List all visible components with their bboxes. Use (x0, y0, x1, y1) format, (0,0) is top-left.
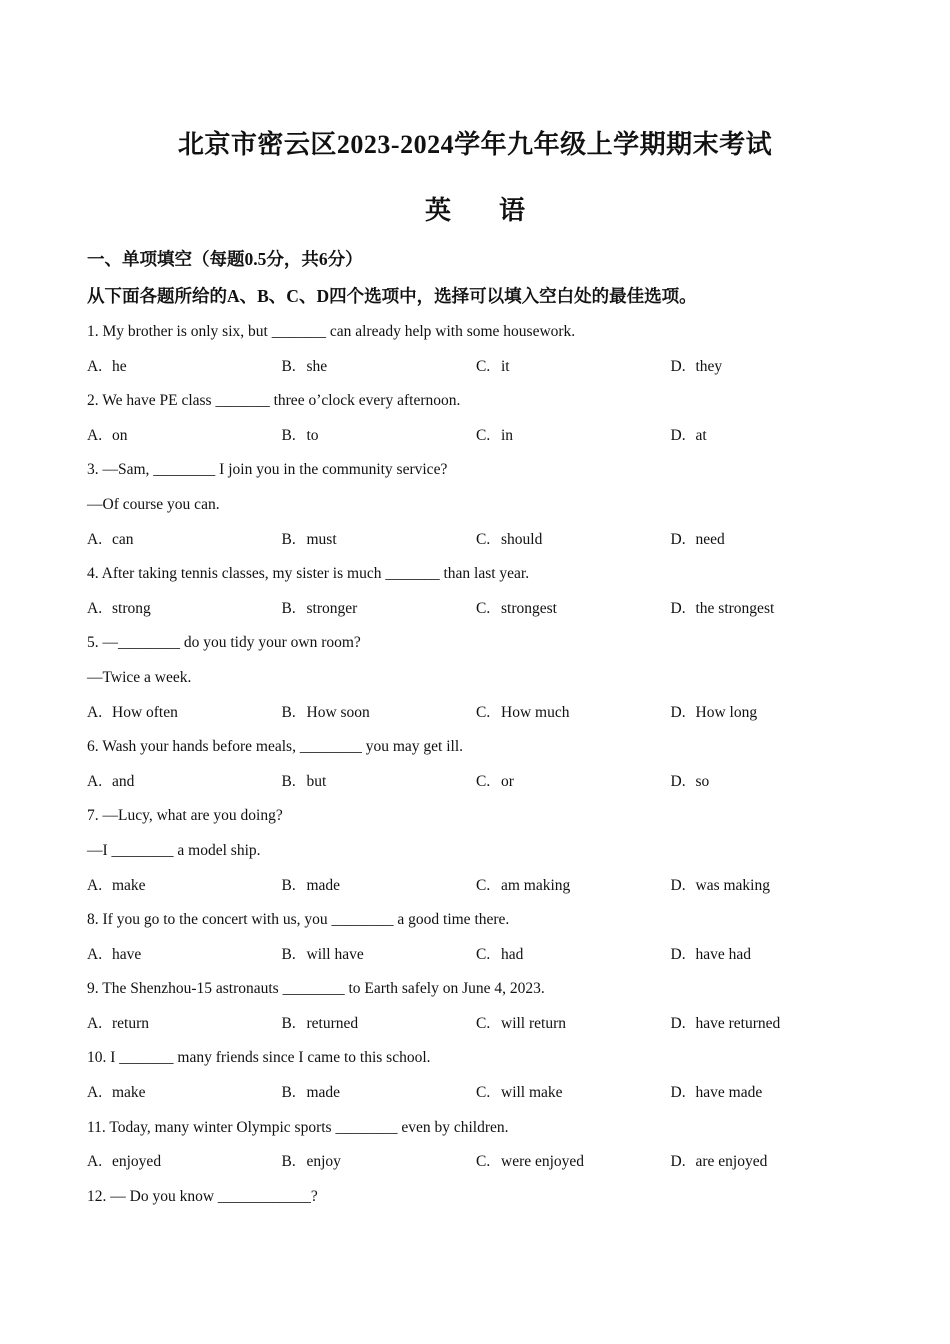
option-letter: C. (476, 772, 491, 790)
option-a (87, 1151, 282, 1186)
option-b (282, 598, 477, 633)
option-text: so (695, 772, 710, 790)
option-text: he (112, 357, 127, 375)
option-letter: B. (281, 1084, 296, 1102)
subject-char: 英 (424, 196, 451, 225)
option-row (87, 702, 887, 737)
option-c (476, 1082, 671, 1117)
option-letter: B. (281, 599, 296, 617)
option-letter: B. (281, 1153, 296, 1171)
option-letter: A. (87, 426, 103, 444)
question-reply: —Of course you can. (87, 495, 220, 513)
option-text: How often (112, 703, 178, 721)
option-letter: B. (281, 357, 296, 375)
option-letter: D. (670, 530, 686, 548)
subject-char: 语 (499, 196, 526, 225)
question-stem: 7. —Lucy, what are you doing? (87, 807, 283, 825)
option-letter: D. (670, 1084, 686, 1102)
option-row (87, 1082, 887, 1117)
question-stem: 5. —________ do you tidy your own room? (87, 634, 361, 652)
option-text: have had (695, 945, 752, 963)
option-text: are enjoyed (695, 1153, 768, 1171)
option-letter: B. (281, 1014, 296, 1032)
option-text: was making (695, 876, 770, 894)
option-text: should (501, 530, 543, 548)
option-letter: C. (476, 945, 491, 963)
option-letter: D. (670, 357, 686, 375)
option-text: were enjoyed (501, 1153, 585, 1171)
option-letter: A. (87, 945, 103, 963)
option-b (282, 702, 477, 737)
option-row (87, 875, 887, 910)
option-a (87, 598, 282, 633)
option-text: but (306, 772, 327, 790)
option-text: they (695, 357, 723, 375)
option-b (282, 1151, 477, 1186)
option-c (476, 1151, 671, 1186)
option-letter: A. (87, 530, 103, 548)
option-letter: D. (670, 876, 686, 894)
option-text: have made (695, 1084, 763, 1102)
option-b (282, 425, 477, 460)
option-a (87, 425, 282, 460)
option-text: have returned (695, 1014, 781, 1032)
option-a (87, 702, 282, 737)
option-text: will make (501, 1084, 563, 1102)
option-b (282, 771, 477, 806)
question-stem: 12. — Do you know ____________? (87, 1187, 318, 1205)
option-d (671, 598, 866, 633)
question-stem: 4. After taking tennis classes, my sister is much _______ than last year. (87, 565, 530, 583)
option-text: How long (695, 703, 758, 721)
option-a (87, 1082, 282, 1117)
question-reply: —Twice a week. (87, 668, 192, 686)
option-letter: C. (476, 357, 491, 375)
option-d (671, 529, 866, 564)
option-d (671, 944, 866, 979)
option-a (87, 529, 282, 564)
option-text: How much (501, 703, 570, 721)
option-a (87, 875, 282, 910)
option-text: will return (501, 1014, 566, 1032)
option-letter: A. (87, 599, 103, 617)
option-text: and (112, 772, 135, 790)
option-text: stronger (306, 599, 358, 617)
option-a (87, 771, 282, 806)
option-text: had (501, 945, 524, 963)
option-d (671, 1013, 866, 1048)
option-row (87, 1013, 887, 1048)
question-reply: —I ________ a model ship. (87, 841, 261, 859)
question-stem: 1. My brother is only six, but _______ can already help with some housework. (87, 323, 576, 340)
page-title: 北京市密云区2023-2024学年九年级上学期期末考试 (177, 130, 773, 159)
option-letter: B. (281, 530, 296, 548)
option-row (87, 529, 887, 564)
option-text: she (306, 357, 328, 375)
question-stem: 11. Today, many winter Olympic sports ________ even by children. (87, 1118, 509, 1136)
option-row (87, 944, 887, 979)
option-b (282, 875, 477, 910)
option-letter: D. (670, 426, 686, 444)
option-d (671, 875, 866, 910)
option-letter: D. (670, 772, 686, 790)
option-letter: B. (281, 426, 296, 444)
option-letter: A. (87, 876, 103, 894)
option-text: or (501, 772, 514, 790)
question-stem: 10. I _______ many friends since I came to this school. (87, 1049, 431, 1067)
option-letter: D. (670, 1014, 686, 1032)
option-letter: B. (281, 703, 296, 721)
option-letter: C. (476, 1014, 491, 1032)
option-b (282, 944, 477, 979)
option-text: made (306, 1084, 341, 1102)
section-instruction: 从下面各题所给的A、B、C、D四个选项中，选择可以填入空白处的最佳选项。 (87, 286, 697, 306)
option-text: enjoyed (112, 1153, 162, 1171)
option-text: returned (306, 1014, 359, 1032)
option-letter: A. (87, 1153, 103, 1171)
option-b (282, 1082, 477, 1117)
option-letter: C. (476, 530, 491, 548)
section-heading: 一、单项填空（每题0.5分，共6分） (87, 249, 363, 269)
option-d (671, 425, 866, 460)
option-c (476, 1013, 671, 1048)
option-row (87, 598, 887, 633)
option-letter: D. (670, 703, 686, 721)
option-d (671, 1082, 866, 1117)
option-letter: C. (476, 876, 491, 894)
option-b (282, 356, 477, 391)
option-letter: C. (476, 703, 491, 721)
option-b (282, 1013, 477, 1048)
option-text: How soon (306, 703, 370, 721)
option-text: make (112, 876, 146, 894)
option-letter: C. (476, 599, 491, 617)
option-text: at (695, 426, 707, 444)
option-letter: B. (281, 772, 296, 790)
option-c (476, 944, 671, 979)
option-text: have (112, 945, 142, 963)
option-text: can (112, 530, 134, 548)
option-text: will have (306, 945, 364, 963)
option-letter: A. (87, 357, 103, 375)
question-stem: 9. The Shenzhou-15 astronauts ________ to Earth safely on June 4, 2023. (87, 980, 545, 998)
option-row (87, 771, 887, 806)
option-text: the strongest (695, 599, 775, 617)
option-text: made (306, 876, 341, 894)
option-letter: C. (476, 426, 491, 444)
option-text: need (695, 530, 725, 548)
option-letter: C. (476, 1084, 491, 1102)
option-text: return (112, 1014, 150, 1032)
option-d (671, 1151, 866, 1186)
option-text: strongest (501, 599, 557, 617)
option-text: make (112, 1084, 146, 1102)
option-a (87, 1013, 282, 1048)
option-text: on (112, 426, 128, 444)
option-text: am making (501, 876, 571, 894)
option-letter: A. (87, 703, 103, 721)
question-stem: 6. Wash your hands before meals, ________ you may get ill. (87, 738, 463, 756)
option-letter: D. (670, 1153, 686, 1171)
option-letter: A. (87, 772, 103, 790)
option-row (87, 425, 887, 460)
option-c (476, 529, 671, 564)
option-letter: A. (87, 1014, 103, 1032)
option-letter: C. (476, 1153, 491, 1171)
option-c (476, 875, 671, 910)
option-letter: A. (87, 1084, 103, 1102)
question-stem: 3. —Sam, ________ I join you in the community service? (87, 461, 448, 479)
option-text: must (306, 530, 337, 548)
option-d (671, 702, 866, 737)
option-letter: D. (670, 945, 686, 963)
option-text: to (306, 426, 319, 444)
question-stem: 8. If you go to the concert with us, you ________ a good time there. (87, 911, 510, 929)
option-b (282, 529, 477, 564)
option-row (87, 356, 887, 391)
question-list (87, 321, 887, 1220)
option-text: enjoy (306, 1153, 341, 1171)
option-letter: D. (670, 599, 686, 617)
option-text: in (501, 426, 514, 444)
option-letter: B. (281, 945, 296, 963)
subject-heading (0, 190, 950, 227)
option-d (671, 356, 866, 391)
option-text: strong (112, 599, 151, 617)
option-a (87, 944, 282, 979)
option-c (476, 356, 671, 391)
option-c (476, 425, 671, 460)
option-c (476, 702, 671, 737)
option-letter: B. (281, 876, 296, 894)
option-c (476, 771, 671, 806)
option-text: it (501, 357, 510, 375)
option-d (671, 771, 866, 806)
option-c (476, 598, 671, 633)
question-stem: 2. We have PE class _______ three o’clock every afternoon. (87, 392, 461, 410)
option-row (87, 1151, 887, 1186)
option-a (87, 356, 282, 391)
